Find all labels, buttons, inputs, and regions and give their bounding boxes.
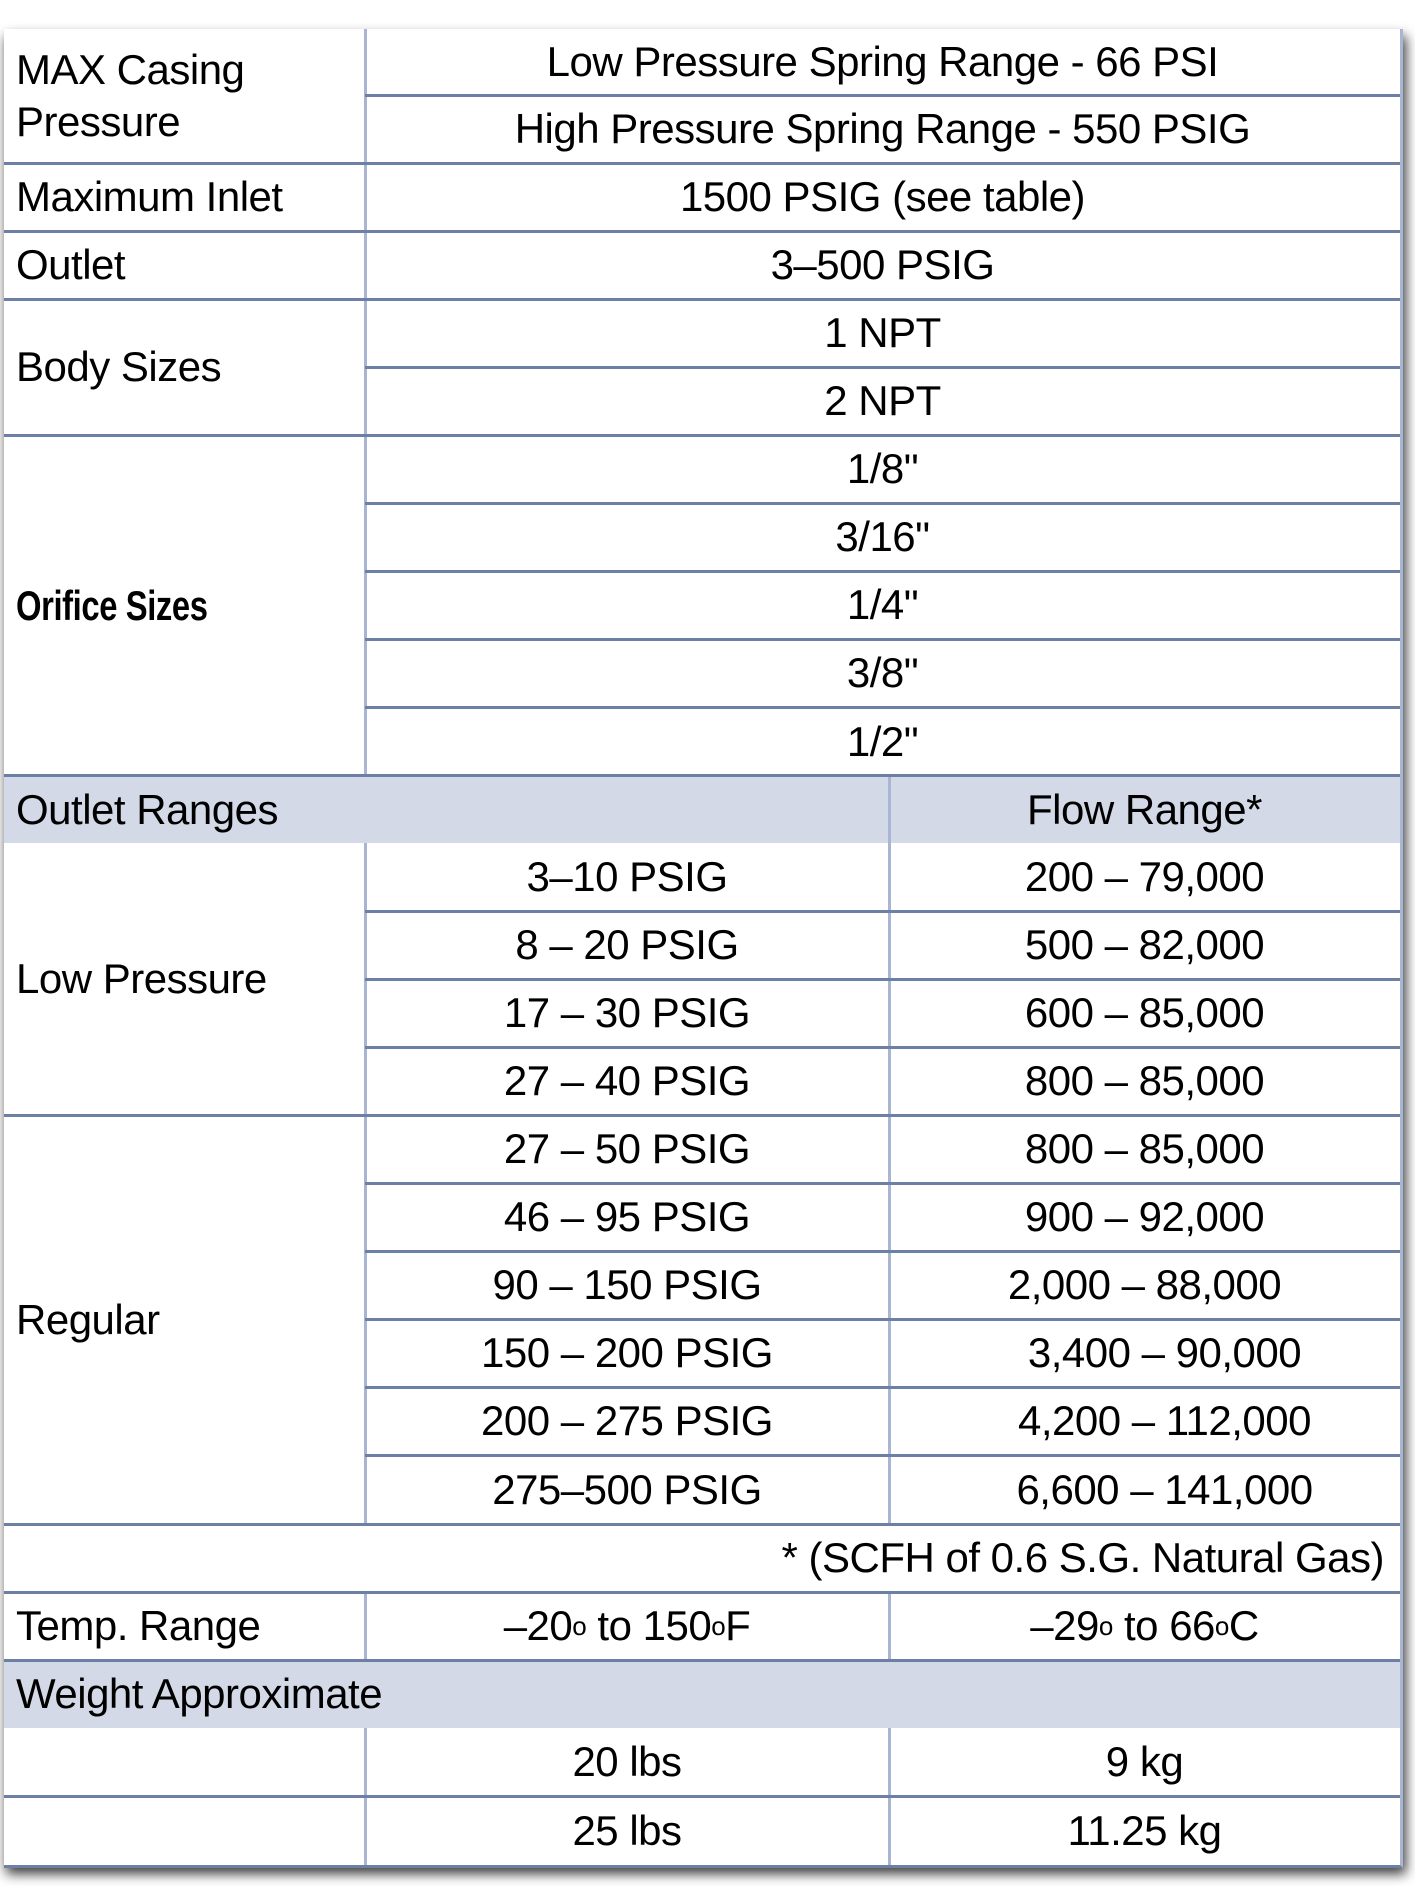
outlet-range-value: 27 – 50 PSIG <box>503 1125 751 1172</box>
row-divider <box>4 1523 1400 1526</box>
orifice-size-value: 1/8" <box>846 445 919 492</box>
row-divider <box>4 1795 1400 1798</box>
flow-range-value: 2,000 – 88,000 <box>1007 1261 1282 1308</box>
low-pressure-label: Low Pressure <box>16 955 267 1002</box>
max-inlet-value: 1500 PSIG (see table) <box>679 173 1086 220</box>
body-size-value: 1 NPT <box>824 309 941 356</box>
flow-range-value: 3,400 – 90,000 <box>1027 1329 1302 1376</box>
orifice-sizes-label-text: Orifice Sizes <box>16 581 208 629</box>
temp-c-high: 66 <box>1169 1602 1215 1649</box>
temp-c-to: to <box>1112 1602 1170 1649</box>
outlet-value: 3–500 PSIG <box>770 241 995 288</box>
outlet-range-value: 200 – 275 PSIG <box>481 1397 773 1444</box>
temp-c-unit: C <box>1228 1602 1259 1649</box>
col-divider-2 <box>888 776 891 1524</box>
row-divider <box>4 1659 1400 1662</box>
outlet-range-value: 150 – 200 PSIG <box>481 1329 773 1376</box>
orifice-sizes-label <box>4 435 365 776</box>
weight-lbs-value: 25 lbs <box>572 1806 682 1854</box>
temp-f-to: to <box>586 1602 643 1649</box>
col-divider-2 <box>888 1592 891 1660</box>
row-divider <box>4 230 1400 233</box>
casing-pressure-label: MAX Casing Pressure <box>16 46 245 145</box>
col-divider-1 <box>364 29 367 776</box>
row-divider <box>4 774 1400 777</box>
casing-high-value: High Pressure Spring Range - 550 PSIG <box>514 105 1251 152</box>
row-divider <box>365 910 1400 913</box>
outlet-label: Outlet <box>16 241 126 288</box>
flow-range-value: 600 – 85,000 <box>1024 989 1265 1036</box>
weight-kg-value: 11.25 kg <box>1067 1806 1222 1854</box>
temp-c-low: –29 <box>1030 1602 1099 1649</box>
row-divider <box>365 570 1400 573</box>
row-divider <box>365 1318 1400 1321</box>
degree-symbol: o <box>711 1610 726 1641</box>
temp-celsius-value <box>889 1592 1400 1660</box>
orifice-size-value: 3/8" <box>846 649 919 696</box>
max-inlet-label: Maximum Inlet <box>16 173 283 220</box>
row-divider <box>4 298 1400 301</box>
row-divider <box>365 706 1400 709</box>
flow-range-header: Flow Range* <box>1027 785 1262 833</box>
temp-f-unit: F <box>725 1602 751 1649</box>
body-size-value: 2 NPT <box>824 377 941 424</box>
flow-range-value: 800 – 85,000 <box>1024 1125 1265 1172</box>
temp-fahrenheit-value <box>365 1592 889 1660</box>
degree-symbol: o <box>1214 1610 1229 1641</box>
orifice-size-value: 3/16" <box>835 513 930 560</box>
row-divider <box>365 1454 1400 1457</box>
outlet-range-value: 8 – 20 PSIG <box>515 921 739 968</box>
flow-footnote: * (SCFH of 0.6 S.G. Natural Gas) <box>781 1534 1384 1581</box>
row-divider <box>365 94 1400 97</box>
row-divider <box>365 366 1400 369</box>
flow-range-value: 500 – 82,000 <box>1024 921 1265 968</box>
temp-f-low: –20 <box>503 1602 573 1649</box>
row-divider <box>365 638 1400 641</box>
row-divider <box>4 434 1400 437</box>
row-divider <box>365 1250 1400 1253</box>
weight-kg-value: 9 kg <box>1105 1738 1184 1785</box>
degree-symbol: o <box>1098 1610 1113 1641</box>
row-divider <box>4 1114 1400 1117</box>
row-divider <box>365 1182 1400 1185</box>
casing-low-value: Low Pressure Spring Range - 66 PSI <box>546 38 1219 85</box>
regular-label: Regular <box>16 1295 160 1343</box>
flow-range-value: 4,200 – 112,000 <box>1017 1397 1311 1444</box>
temp-f-high: 150 <box>642 1602 712 1649</box>
outlet-range-value: 46 – 95 PSIG <box>503 1193 751 1240</box>
row-divider <box>4 1591 1400 1594</box>
spec-table <box>4 29 1403 1868</box>
body-sizes-label: Body Sizes <box>16 343 222 390</box>
outlet-range-value: 17 – 30 PSIG <box>503 989 751 1036</box>
outlet-ranges-header: Outlet Ranges <box>16 785 278 833</box>
row-divider <box>4 162 1400 165</box>
outlet-range-value: 27 – 40 PSIG <box>503 1057 751 1104</box>
row-divider <box>365 978 1400 981</box>
flow-range-value: 900 – 92,000 <box>1024 1193 1265 1240</box>
weight-header: Weight Approximate <box>16 1670 383 1717</box>
orifice-size-value: 1/2" <box>846 717 919 765</box>
row-divider <box>365 502 1400 505</box>
orifice-size-value: 1/4" <box>846 581 919 628</box>
row-divider <box>365 1386 1400 1389</box>
temp-range-label: Temp. Range <box>16 1602 261 1649</box>
flow-range-value: 200 – 79,000 <box>1024 853 1265 900</box>
outlet-range-value: 3–10 PSIG <box>526 853 728 900</box>
outlet-range-value: 275–500 PSIG <box>492 1465 762 1513</box>
row-divider <box>365 1046 1400 1049</box>
flow-range-value: 6,600 – 141,000 <box>1016 1465 1313 1513</box>
outlet-range-value: 90 – 150 PSIG <box>492 1261 762 1308</box>
flow-range-value: 800 – 85,000 <box>1024 1057 1265 1104</box>
degree-symbol: o <box>572 1610 587 1641</box>
col-divider-1 <box>364 1592 367 1660</box>
weight-lbs-value: 20 lbs <box>572 1738 682 1785</box>
